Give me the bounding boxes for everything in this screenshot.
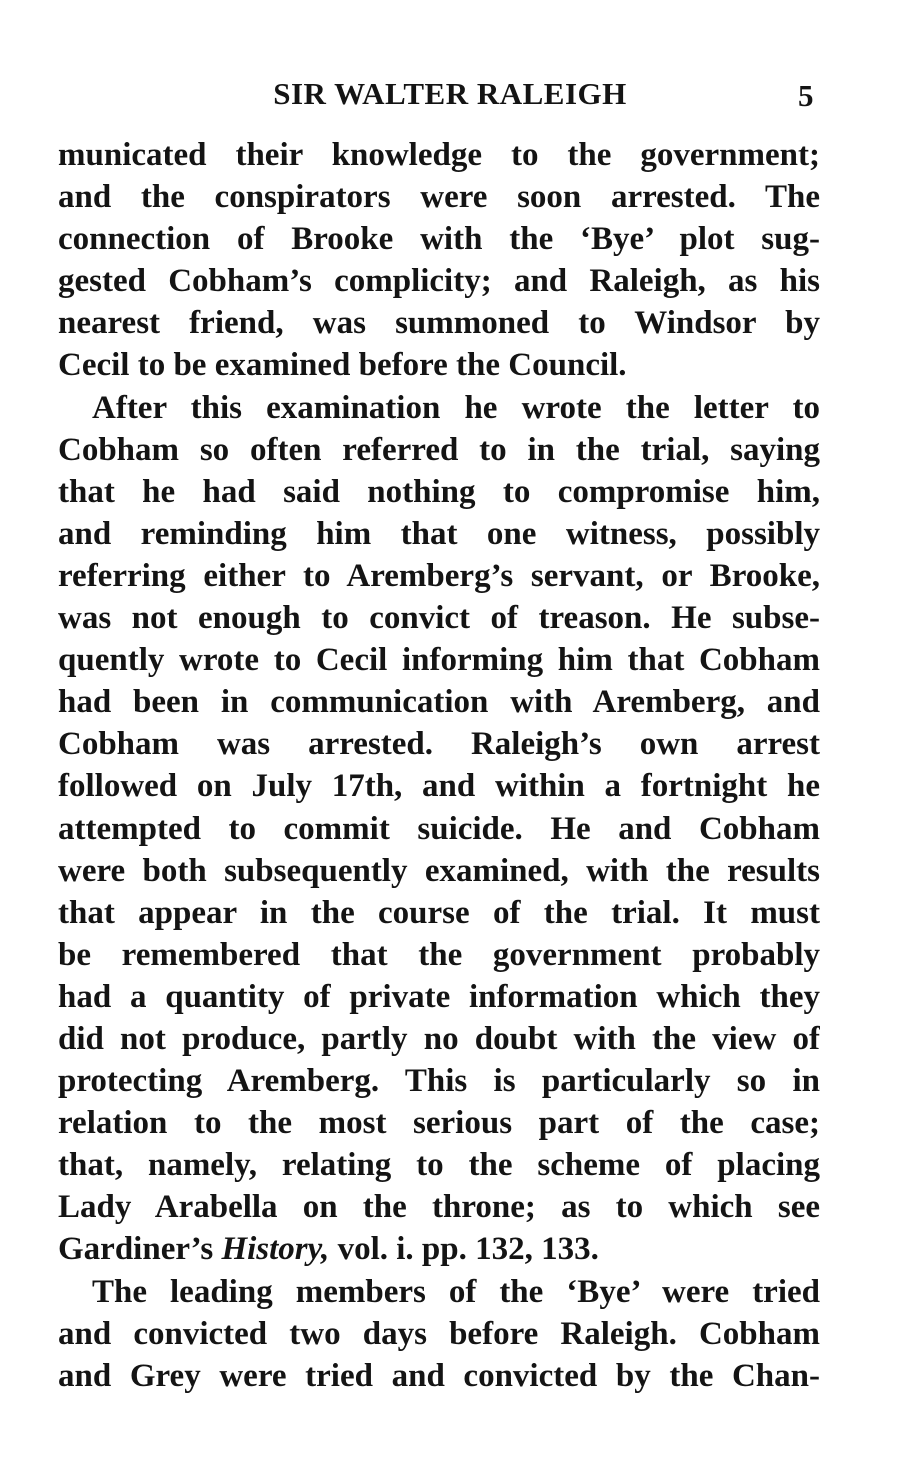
text-line: connection of Brooke with the ‘Bye’ plot sug- (58, 221, 820, 258)
paragraph-2 (58, 387, 820, 1271)
citation-after: vol. i. pp. 132, 133. (329, 1231, 599, 1268)
text-line: Cobham so often referred to in the trial, saying (58, 431, 820, 468)
citation-line (58, 1228, 820, 1270)
text-line: and Grey were tried and convicted by the Chan- (58, 1357, 820, 1394)
text-line: Cobham was arrested. Raleigh’s own arrest (58, 726, 820, 763)
text-line: that appear in the course of the trial. It must (58, 894, 820, 931)
text-line: followed on July 17th, and within a fortnight he (58, 768, 820, 805)
text-line: The leading members of the ‘Bye’ were tried (92, 1273, 820, 1310)
text-line: After this examination he wrote the letter to (92, 389, 820, 426)
body-text (58, 134, 820, 1397)
text-line: attempted to commit suicide. He and Cobham (58, 810, 820, 847)
running-head (0, 72, 900, 116)
text-line: be remembered that the government probably (58, 936, 820, 973)
citation-before: Gardiner’s (58, 1231, 222, 1268)
text-line: gested Cobham’s complicity; and Raleigh, as his (58, 263, 820, 300)
text-line: municated their knowledge to the government; (58, 137, 820, 173)
text-line: relation to the most serious part of the case; (58, 1105, 820, 1142)
text-line: nearest friend, was summoned to Windsor by (58, 305, 820, 342)
citation-title-italic: History, (221, 1231, 330, 1268)
text-line: Cecil to be examined before the Council. (58, 347, 627, 384)
text-line: that he had said nothing to compromise him, (58, 473, 820, 510)
running-title: SIR WALTER RALEIGH (273, 76, 627, 111)
text-line: had a quantity of private information which they (58, 978, 820, 1015)
paragraph-3 (58, 1271, 820, 1397)
text-line: Lady Arabella on the throne; as to which see (58, 1189, 820, 1226)
text-line: and the conspirators were soon arrested. The (58, 179, 820, 216)
text-line: referring either to Aremberg’s servant, or Brooke, (58, 557, 820, 594)
text-line: protecting Aremberg. This is particularly so in (58, 1063, 820, 1100)
text-line: quently wrote to Cecil informing him that Cobham (58, 642, 820, 679)
text-line: did not produce, partly no doubt with the view of (58, 1020, 820, 1057)
paragraph-1 (58, 134, 820, 387)
text-line: were both subsequently examined, with the results (58, 852, 820, 889)
text-line: and convicted two days before Raleigh. Cobham (58, 1315, 820, 1352)
text-line: that, namely, relating to the scheme of placing (58, 1147, 820, 1184)
text-line: was not enough to convict of treason. He subse- (58, 600, 820, 637)
text-line: had been in communication with Aremberg, and (58, 684, 820, 721)
page-number: 5 (798, 78, 814, 113)
text-line: and reminding him that one witness, possibly (58, 515, 820, 552)
